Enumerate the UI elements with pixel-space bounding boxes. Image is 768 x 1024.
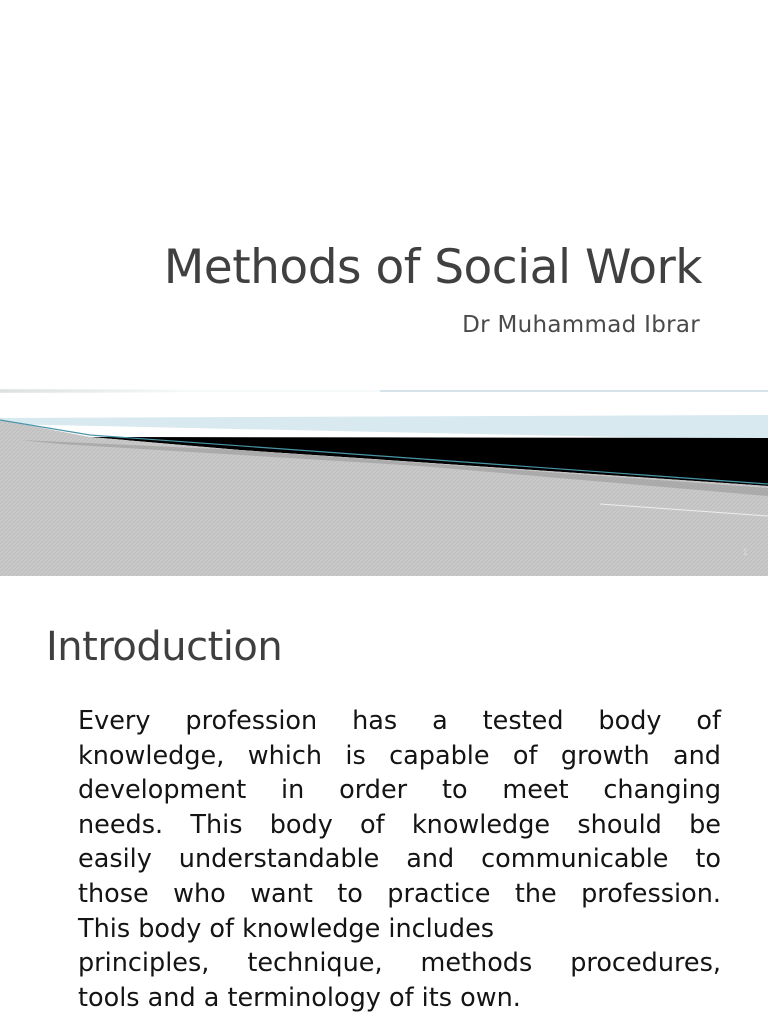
body-line: those who want to practice the profession.	[78, 878, 721, 909]
body-line: development in order to meet changing	[78, 775, 721, 806]
introduction-slide	[0, 576, 768, 1024]
body-line: knowledge, which is capable of growth and	[78, 740, 721, 771]
top-rule-shade	[0, 389, 380, 393]
body-text	[78, 704, 721, 1015]
body-line: Every profession has a tested body of	[78, 706, 721, 736]
body-line: easily understandable and communicable to	[78, 844, 721, 875]
slide-heading: Introduction	[46, 624, 283, 670]
body-line: tools and a terminology of its own.	[78, 982, 521, 1013]
decorative-band	[0, 380, 768, 576]
presentation-title: Methods of Social Work	[163, 240, 702, 295]
body-line: principles, technique, methods procedures,	[78, 948, 721, 979]
author-name: Dr Muhammad Ibrar	[462, 312, 700, 338]
body-line: needs. This body of knowledge should be	[78, 809, 721, 840]
body-line: This body of knowledge includes	[78, 913, 495, 944]
page-number: 1	[742, 548, 748, 558]
